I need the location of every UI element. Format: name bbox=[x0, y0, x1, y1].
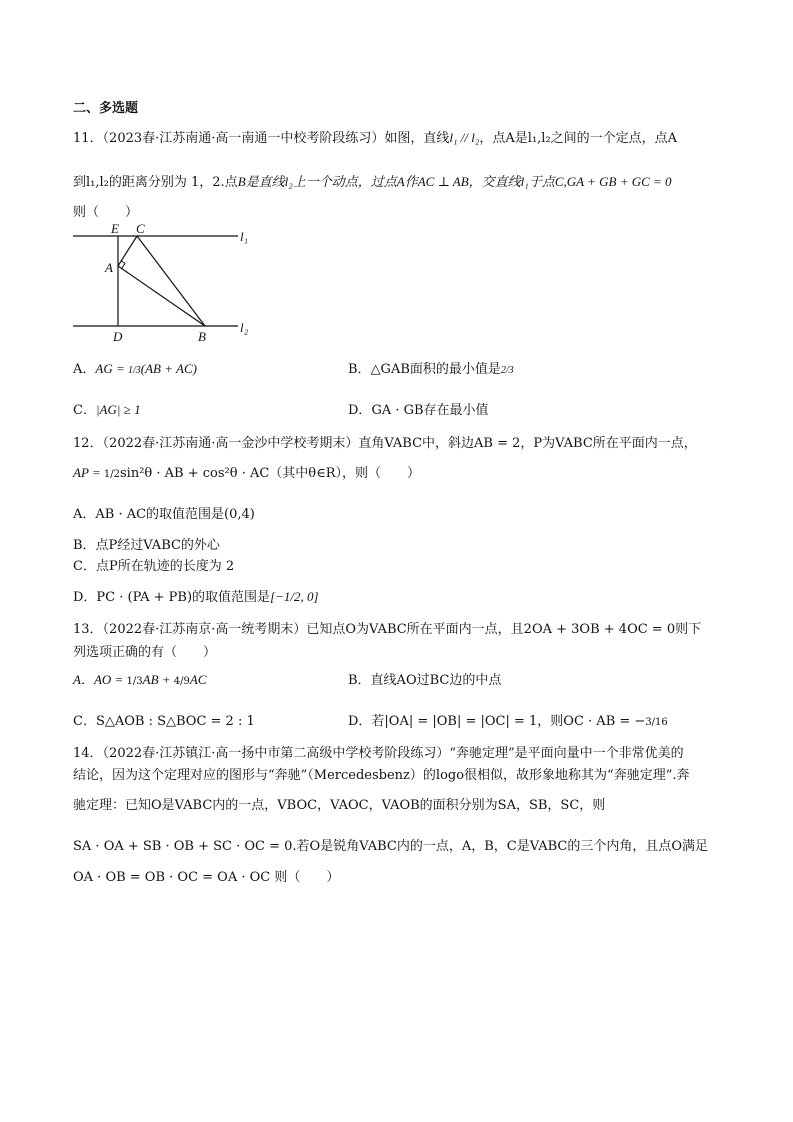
q11-line1-pre: 11．（2023春·江苏南通·高一南通一中校考阶段练习）如图，直线 bbox=[73, 131, 450, 146]
q12-d-range: [−1/2, 0] bbox=[270, 589, 319, 604]
q12-line1: 12．（2022春·江苏南通·高一金沙中学校考期末）直角VABC中，斜边AB = 2，P为VABC所在平面内一点， bbox=[73, 436, 697, 451]
segment-CB bbox=[137, 236, 205, 326]
q12-d-text: D．PC · (PA + PB)的取值范围是 bbox=[73, 590, 271, 605]
q11-line2-mid: B是直线l₂上一个动点，过点A作AC ⊥ AB，交直线l₁于点C, bbox=[237, 174, 567, 189]
q11-d-text: GA · GB存在最小值 bbox=[371, 403, 489, 418]
q11-line2 bbox=[73, 171, 672, 190]
q11-b-frac: 2/3 bbox=[500, 365, 514, 376]
segment-AB bbox=[118, 266, 205, 326]
q11-line2-eq: GA + GB + GC = 0 bbox=[566, 174, 672, 189]
q12-line2 bbox=[73, 462, 420, 481]
q13-line1: 13．（2022春·江苏南京·高一统考期末）已知点O为VABC所在平面内一点，且2OA + 3OB + 4OC = 0则下 bbox=[73, 622, 702, 637]
q11-option-c[interactable] bbox=[73, 399, 141, 418]
q11-line3: 则（ ） bbox=[73, 205, 139, 220]
q12-ap: AP = bbox=[73, 465, 104, 480]
option-label: C． bbox=[73, 403, 96, 418]
q13-d-frac: 3/16 bbox=[645, 717, 668, 728]
q13-line2: 列选项正确的有（ ） bbox=[73, 645, 217, 660]
q13-a-tail: AC bbox=[189, 672, 207, 687]
q14-line3: 驰定理：已知O是VABC内的一点，VBOC，VAOC，VAOB的面积分别为SA，SB，SC，则 bbox=[73, 798, 606, 813]
q11-b-text: △GAB面积的最小值是 bbox=[370, 362, 501, 377]
q11-option-a[interactable] bbox=[73, 358, 197, 377]
label-l1: l₁ bbox=[240, 229, 249, 244]
q11-c-text: |AG| ≥ 1 bbox=[95, 402, 141, 417]
q11-line1 bbox=[73, 127, 677, 146]
option-label: D． bbox=[348, 403, 372, 418]
section-title: 二、多选题 bbox=[73, 101, 139, 116]
label-B: B bbox=[198, 329, 206, 344]
right-angle-mark bbox=[122, 261, 126, 268]
q11-option-b[interactable] bbox=[348, 358, 514, 377]
q14-line5: OA · OB = OB · OC = OA · OC 则（ ） bbox=[73, 870, 340, 885]
q12-option-a[interactable]: A．AB · AC的取值范围是(0,4) bbox=[73, 507, 255, 522]
q12-half: 1/2 bbox=[103, 469, 121, 480]
q11-figure bbox=[70, 220, 260, 345]
q12-line2-post: sin²θ · AB + cos²θ · AC（其中θ∈R），则（ ） bbox=[120, 466, 421, 481]
q14-line1: 14．（2022春·江苏镇江·高一扬中市第二高级中学校考阶段练习）“奔驰定理”是平面向量中一个非常优美的 bbox=[73, 746, 684, 761]
label-E: E bbox=[111, 221, 119, 236]
option-label: A． bbox=[73, 362, 96, 377]
q11-a-lhs: AG = bbox=[95, 361, 128, 376]
q12-option-d[interactable] bbox=[73, 586, 319, 605]
q14-line2: 结论，因为这个定理对应的图形与“奔驰”（Mercedesbenz）的logo很相似，故形象地称其为“奔驰定理”.奔 bbox=[73, 768, 690, 783]
option-label: B． bbox=[348, 362, 371, 377]
q11-a-rhs: (AB + AC) bbox=[140, 361, 197, 376]
q11-a-frac: 1/3 bbox=[128, 365, 141, 376]
q13-option-a[interactable] bbox=[73, 669, 207, 688]
q11-line1-mid: l₁ // l₂ bbox=[449, 130, 480, 145]
q11-option-d[interactable] bbox=[348, 399, 489, 418]
q13-a-frac2: 4/9 bbox=[173, 676, 190, 687]
q12-option-c[interactable]: C．点P所在轨迹的长度为 2 bbox=[73, 559, 235, 574]
q13-option-b[interactable]: B．直线AO过BC边的中点 bbox=[348, 673, 502, 688]
q14-line4: SA · OA + SB · OB + SC · OC = 0.若O是锐角VABC内的一点，A，B，C是VABC的三个内角，且点O满足 bbox=[73, 839, 709, 854]
q11-line2-pre: 到l₁,l₂的距离分别为 1，2.点 bbox=[73, 175, 238, 190]
q13-d-text: D．若|OA| = |OB| = |OC| = 1，则OC · AB = − bbox=[348, 714, 646, 729]
q13-a-frac1: 1/3 bbox=[126, 676, 143, 687]
label-A: A bbox=[105, 260, 113, 275]
q13-option-d[interactable] bbox=[348, 710, 668, 729]
segment-AC bbox=[118, 236, 137, 266]
q13-option-c[interactable]: C．S△AOB : S△BOC = 2 : 1 bbox=[73, 714, 255, 729]
q12-option-b[interactable]: B．点P经过VABC的外心 bbox=[73, 538, 220, 553]
q13-a-mid: AB + bbox=[142, 672, 174, 687]
label-l2: l₂ bbox=[240, 320, 249, 335]
q13-a-lhs: A．AO = bbox=[73, 672, 127, 687]
label-C: C bbox=[136, 221, 145, 236]
q11-line1-post: ，点A是l₁,l₂之间的一个定点，点A bbox=[479, 131, 678, 146]
label-D: D bbox=[113, 329, 123, 344]
